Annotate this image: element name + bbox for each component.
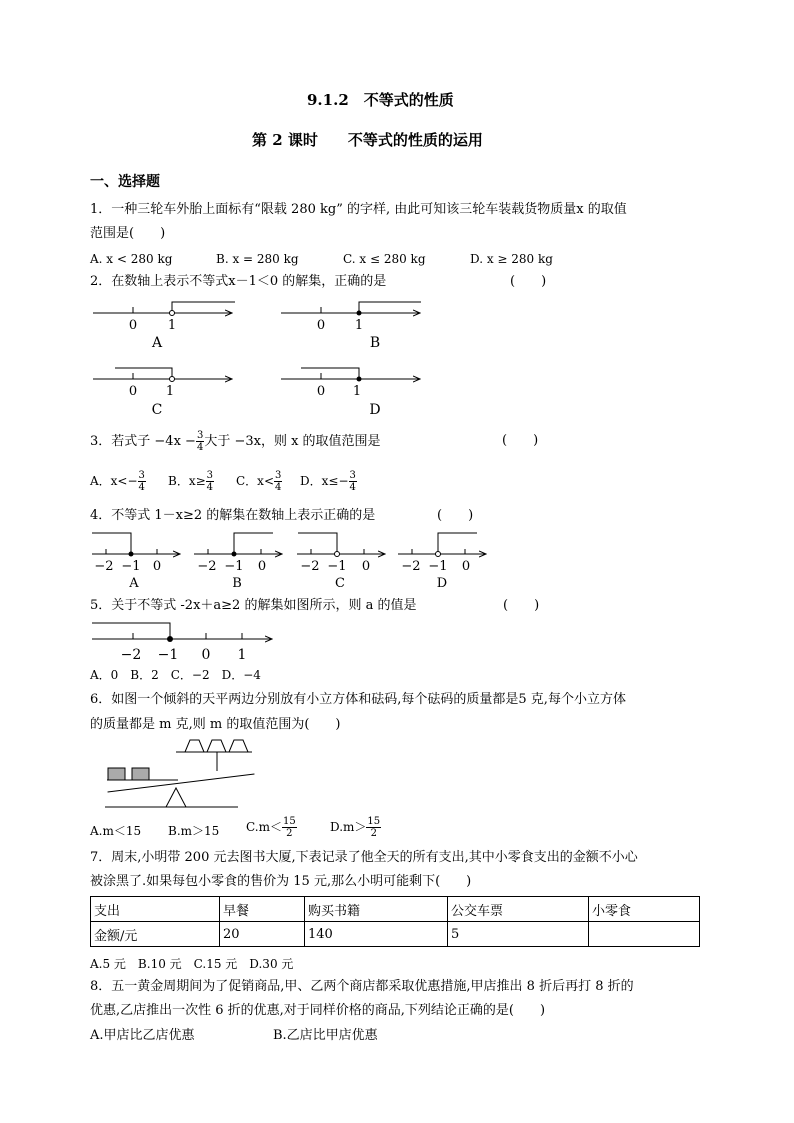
q4d-tick-0: −2 [401,559,421,574]
q3-fraction: $\frac{3}{4}$ [196,430,204,453]
q2-line-c [93,368,232,418]
q4-label-d: D [436,576,448,591]
q6-option-c: C.m＜ $\frac{15}{2}$ [246,816,296,839]
table-cell: 小零食 [589,897,700,922]
table-cell: 140 [305,922,448,947]
q7-text-line2: 被涂黑了.如果每包小零食的售价为 15 元,那么小明可能剩下( ) [90,874,472,889]
q3-option-b: B．x≥ $\frac{3}{4}$ [168,470,214,493]
q5-text: 5．关于不等式 -2x＋a≥2 的解集如图所示，则 a 的值是 [90,598,417,613]
q2-paren: ( ) [510,274,547,289]
table-cell [589,922,700,947]
q1-option-b: B. x = 280 kg [216,252,299,266]
q4b-tick-2: 0 [257,559,267,574]
q4-line-d [398,533,486,591]
q8-option-a: A.甲店比乙店优惠 [90,1028,195,1043]
table-row [91,922,700,947]
q4a-tick-1: −1 [121,559,141,574]
section-heading: 一、选择题 [90,174,160,190]
q2-label-d: D [369,402,381,418]
q4b-tick-1: −1 [224,559,244,574]
q3-option-a: A．x<− $\frac{3}{4}$ [90,470,145,493]
q4-paren: ( ) [437,508,474,523]
q1-option-a: A. x < 280 kg [90,252,173,266]
q8-option-b: B.乙店比甲店优惠 [273,1028,378,1043]
q2-line-d [281,368,420,418]
cube-2 [132,768,149,780]
table-cell: 支出 [91,897,220,922]
q3-option-d: D．x≤− $\frac{3}{4}$ [300,470,356,493]
q4-number-lines [0,528,794,598]
table-cell: 公交车票 [448,897,589,922]
table-cell: 5 [448,922,589,947]
q2-label-a: A [151,335,163,351]
q4d-tick-1: −1 [428,559,448,574]
q2b-tick-0: 0 [316,318,326,333]
q7-options: A.5 元 B.10 元 C.15 元 D.30 元 [90,957,294,971]
q4a-tick-2: 0 [152,559,162,574]
q4c-tick-0: −2 [300,559,320,574]
q4c-tick-1: −1 [327,559,347,574]
q4b-tick-0: −2 [197,559,217,574]
q1-text-line2: 范围是( ) [90,226,166,241]
q5-tick-3: 1 [237,647,247,663]
q4-line-c [297,533,385,591]
q2a-tick-0: 0 [128,318,138,333]
q3-paren: ( ) [502,433,539,448]
q4a-tick-0: −2 [94,559,114,574]
q4-line-b [194,533,282,591]
q6-text-line2: 的质量都是 m 克,则 m 的取值范围为( ) [90,717,341,732]
q8-text-line1: 8．五一黄金周期间为了促销商品,甲、乙两个商店都采取优惠措施,甲店推出 8 折后再打 8 折的 [90,979,634,994]
q1-option-d: D. x ≥ 280 kg [470,252,553,266]
q6-option-b: B.m＞15 [168,824,220,838]
cube-1 [108,768,125,780]
q3-option-c: C．x< $\frac{3}{4}$ [236,470,282,493]
q2-label-c: C [151,402,163,418]
q1-text-line1: 1．一种三轮车外胎上面标有“限载 280 kg” 的字样, 由此可知该三轮车装载货物质量x 的取值 [90,202,627,217]
q5-tick-1: −1 [157,647,179,663]
table-cell: 20 [220,922,305,947]
weight-3 [229,740,248,752]
q8-text-line2: 优惠,乙店推出一次性 6 折的优惠,对于同样价格的商品,下列结论正确的是( ) [90,1003,546,1018]
q4d-tick-2: 0 [461,559,471,574]
q4-label-a: A [129,576,139,591]
q2c-tick-0: 0 [128,384,138,399]
table-cell: 早餐 [220,897,305,922]
table-cell: 金额/元 [91,922,220,947]
lesson-title: 第 2 课时 不等式的性质的运用 [252,131,483,149]
balance-scale-figure [100,736,300,816]
q4-text: 4．不等式 1－x≥2 的解集在数轴上表示正确的是 [90,508,376,523]
q2-label-b: B [369,335,381,351]
table-cell: 购买书籍 [305,897,448,922]
q3-text: 3．若式子 −4x − $\frac{3}{4}$ 大于 −3x，则 x 的取值范围是 [90,430,381,453]
q4c-tick-2: 0 [361,559,371,574]
q2-line-b [281,302,421,351]
q1-option-c: C. x ≤ 280 kg [343,252,426,266]
q2-text: 2．在数轴上表示不等式x－1＜0 的解集，正确的是 [90,274,387,289]
section-title: 9.1.2 不等式的性质 [307,91,454,109]
q2d-tick-1: 1 [352,384,362,399]
q2d-tick-0: 0 [316,384,326,399]
q5-options: A．0 B．2 C．−2 D．−4 [90,668,261,682]
expense-table [90,896,700,947]
q4-label-b: B [232,576,242,591]
q6-option-d: D.m＞ $\frac{15}{2}$ [330,816,381,839]
q4-label-c: C [335,576,345,591]
q5-paren: ( ) [503,598,540,613]
q5-number-line [0,617,794,667]
weight-2 [207,740,226,752]
q4-line-a [92,533,180,591]
q2b-tick-1: 1 [354,318,364,333]
q5-tick-2: 0 [201,647,211,663]
q2a-tick-1: 1 [167,318,177,333]
q6-option-a: A.m＜15 [90,824,142,838]
q5-tick-0: −2 [120,647,142,663]
q2c-tick-1: 1 [165,384,175,399]
q7-text-line1: 7．周末,小明带 200 元去图书大厦,下表记录了他全天的所有支出,其中小零食支出的金额不小心 [90,850,638,865]
weight-1 [185,740,204,752]
q2-line-a [93,302,235,351]
q2-number-lines [0,290,794,490]
q6-text-line1: 6．如图一个倾斜的天平两边分别放有小立方体和砝码,每个砝码的质量都是5 克,每个小立方体 [90,692,626,707]
table-header-row [91,897,700,922]
